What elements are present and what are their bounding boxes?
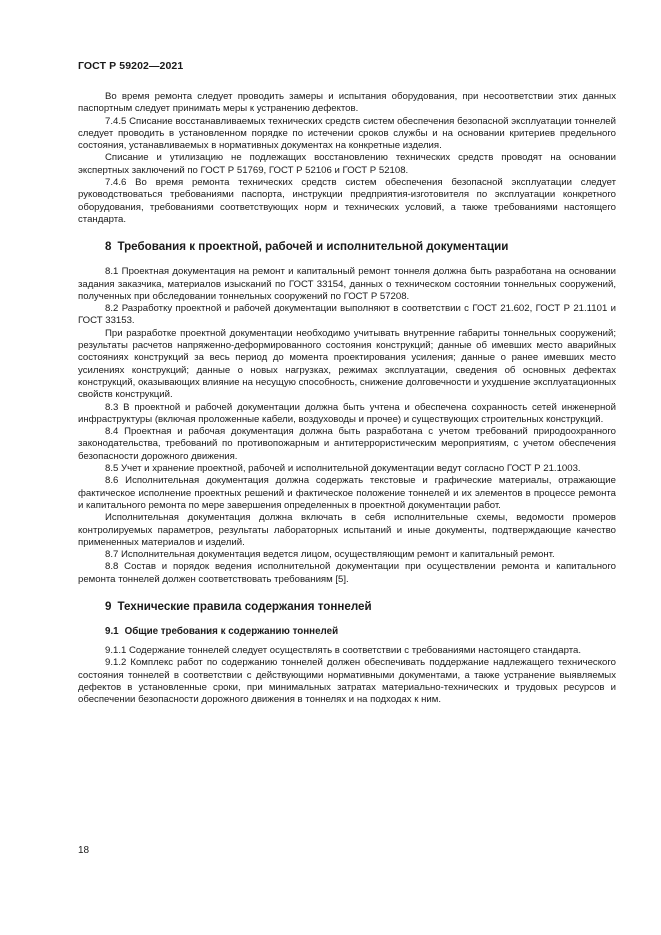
page-header: ГОСТ Р 59202—2021 [78, 60, 184, 72]
paragraph: 9.1.2 Комплекс работ по содержанию тоннелей должен обеспечивать поддержание надлежащего технического состояния тоннелей в соответствии с действующими нормативными документами, а также устранение выявляемых дефектов в установленные сроки, при минимальных затратах материально-технических и трудовых ресурсов и обеспечении безопасности дорожного движения в тоннелях и на подходах к ним. [78, 657, 616, 706]
paragraph: 8.7 Исполнительная документация ведется лицом, осуществляющим ремонт и капитальный ремонт. [105, 549, 555, 561]
subsection-9-1-heading [105, 626, 616, 638]
section-number: 9 [105, 599, 112, 613]
section-title: Технические правила содержания тоннелей [117, 599, 372, 613]
paragraph: 8.5 Учет и хранение проектной, рабочей и исполнительной документации ведут согласно ГОСТ Р 21.1003. [105, 463, 581, 475]
paragraph: 8.2 Разработку проектной и рабочей документации выполняют в соответствии с ГОСТ 21.602, ГОСТ Р 21.1101 и ГОСТ 33153. [78, 303, 616, 327]
paragraph: 8.4 Проектная и рабочая документация должна быть разработана с учетом требований природоохранного законодательства, требований по противопожарным и антитеррористическим мероприятиям, с учетом обеспечения безопасности дорожного движения. [78, 426, 616, 462]
paragraph: Исполнительная документация должна включать в себя исполнительные схемы, ведомости промеров контролируемых параметров, результаты лабораторных испытаний и иные документы, подтверждающие качество примененных материалов и изделий. [78, 512, 616, 548]
section-title: Требования к проектной, рабочей и исполнительной документации [117, 240, 509, 254]
paragraph: 7.4.6 Во время ремонта технических средств систем обеспечения безопасной эксплуатации следует руководствоваться требованиями паспорта, инструкции предприятия-изготовителя по эксплуатации конкретного оборудования, требованиями соответствующих норм и технических условий, а также требованиями настоящего стандарта. [78, 177, 616, 225]
paragraph: 8.8 Состав и порядок ведения исполнительной документации при осуществлении ремонта и капитального ремонта тоннелей должен соответствовать требованиям [5]. [78, 561, 616, 585]
paragraph: 8.1 Проектная документация на ремонт и капитальный ремонт тоннеля должна быть разработана на основании задания заказчика, материалов изысканий по ГОСТ 33154, данных о техническом состоянии тоннельных сооружений, полученных при обследовании тоннельных сооружений по ГОСТ Р 57208. [78, 266, 616, 302]
subsection-title: Общие требования к содержанию тоннелей [124, 625, 339, 637]
paragraph: 8.3 В проектной и рабочей документации должна быть учтена и обеспечена сохранность сетей инженерной инфраструктуры (включая проложенные кабели, воздуховоды и прочее) и существующих строительных конструкций. [78, 401, 616, 425]
paragraph: 9.1.1 Содержание тоннелей следует осуществлять в соответствии с требованиями настоящего стандарта. [105, 644, 582, 656]
paragraph: Во время ремонта следует проводить замеры и испытания оборудования, при несоответствии этих данных паспортным следует принимать меры к устранению дефектов. [78, 91, 616, 115]
section-9-heading [105, 600, 616, 614]
paragraph: При разработке проектной документации необходимо учитывать внутренние габариты тоннельных сооружений; результаты расчетов напряженно-деформированного состояния конструкций; данные об имевших место аварийных состояниях конструкций за весь период до момента проектирования усиления; данные о ранее имевших место усилениях конструкций; данные о новых нагрузках, режимах эксплуатации, сведения об основных дефектах конструкций, оказывающих влияние на несущую способность, снижение долговечности и ухудшение эксплуатационных свойств конструкций. [78, 327, 616, 401]
document-body [78, 91, 616, 706]
section-8-heading [105, 240, 616, 254]
subsection-number: 9.1 [105, 625, 119, 637]
page-number: 18 [78, 845, 90, 856]
paragraph: Списание и утилизацию не подлежащих восстановлению технических средств проводят на основании экспертных заключений по ГОСТ Р 51769, ГОСТ Р 52106 и ГОСТ Р 52108. [78, 152, 616, 176]
section-number: 8 [105, 240, 112, 254]
paragraph: 8.6 Исполнительная документация должна содержать текстовые и графические материалы, отражающие фактическое исполнение проектных решений и фактическое положение тоннелей и их элементов в процессе ремонта и капитального ремонта по мере завершения определенных в проектной документации работ. [78, 475, 616, 511]
paragraph: 7.4.5 Списание восстанавливаемых технических средств систем обеспечения безопасной эксплуатации тоннелей следует проводить в установленном порядке по истечении сроков службы и на основании критериев предельного состояния, устанавливаемых в нормативных документах на конкретные изделия. [78, 115, 616, 152]
